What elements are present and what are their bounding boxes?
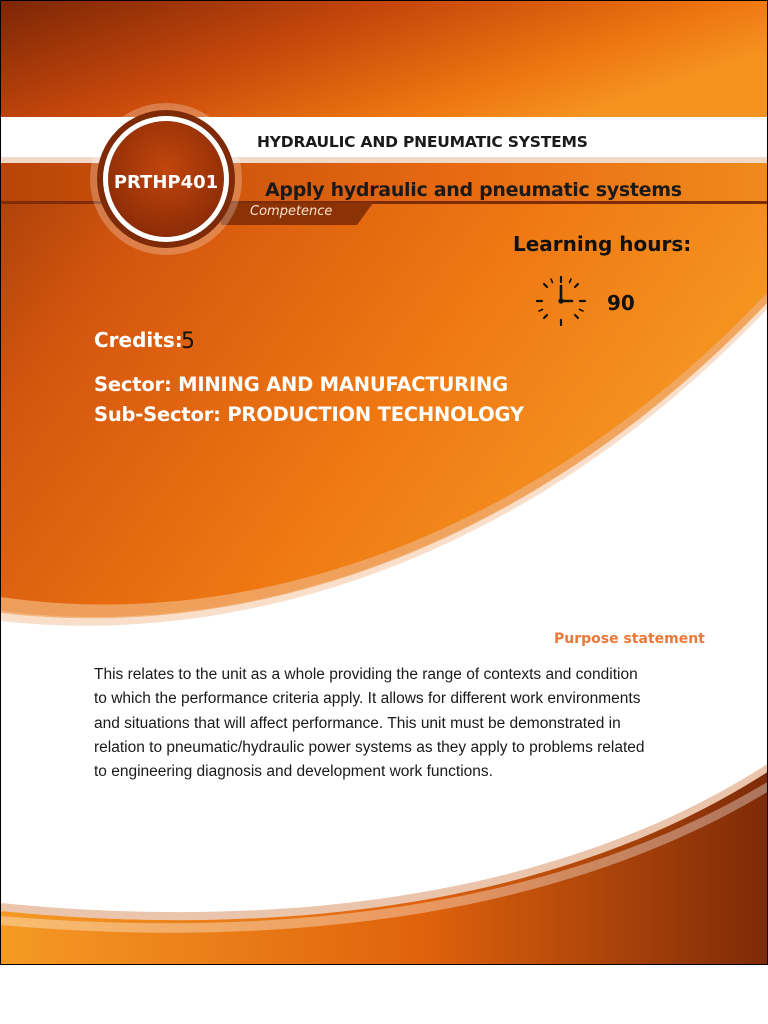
credits-value: 5: [181, 329, 195, 354]
unit-title: HYDRAULIC AND PNEUMATIC SYSTEMS: [257, 133, 588, 151]
learning-hours-label: Learning hours:: [513, 232, 692, 256]
unit-code: PRTHP401: [113, 172, 219, 193]
purpose-line: and situations that will affect performance. This unit must be demonstrated in: [94, 714, 621, 732]
purpose-line: This relates to the unit as a whole providing the range of contexts and condition: [94, 666, 638, 683]
purpose-statement-text: [94, 663, 714, 784]
purpose-line: relation to pneumatic/hydraulic power systems as they apply to problems related: [94, 738, 645, 756]
credits-label: Credits:: [94, 328, 183, 352]
clock-icon: [535, 275, 587, 327]
competence-name: Apply hydraulic and pneumatic systems: [265, 179, 682, 201]
sector: Sector: MINING AND MANUFACTURING: [94, 373, 508, 396]
purpose-line: to engineering diagnosis and development work functions.: [94, 763, 493, 781]
learning-hours-value: 90: [607, 291, 635, 315]
purpose-line: to which the performance criteria apply. It allows for different work environments: [94, 690, 641, 708]
purpose-statement-title: Purpose statement: [554, 631, 705, 647]
competence-tag: Competence: [250, 204, 333, 219]
sub-sector: Sub-Sector: PRODUCTION TECHNOLOGY: [94, 403, 524, 426]
